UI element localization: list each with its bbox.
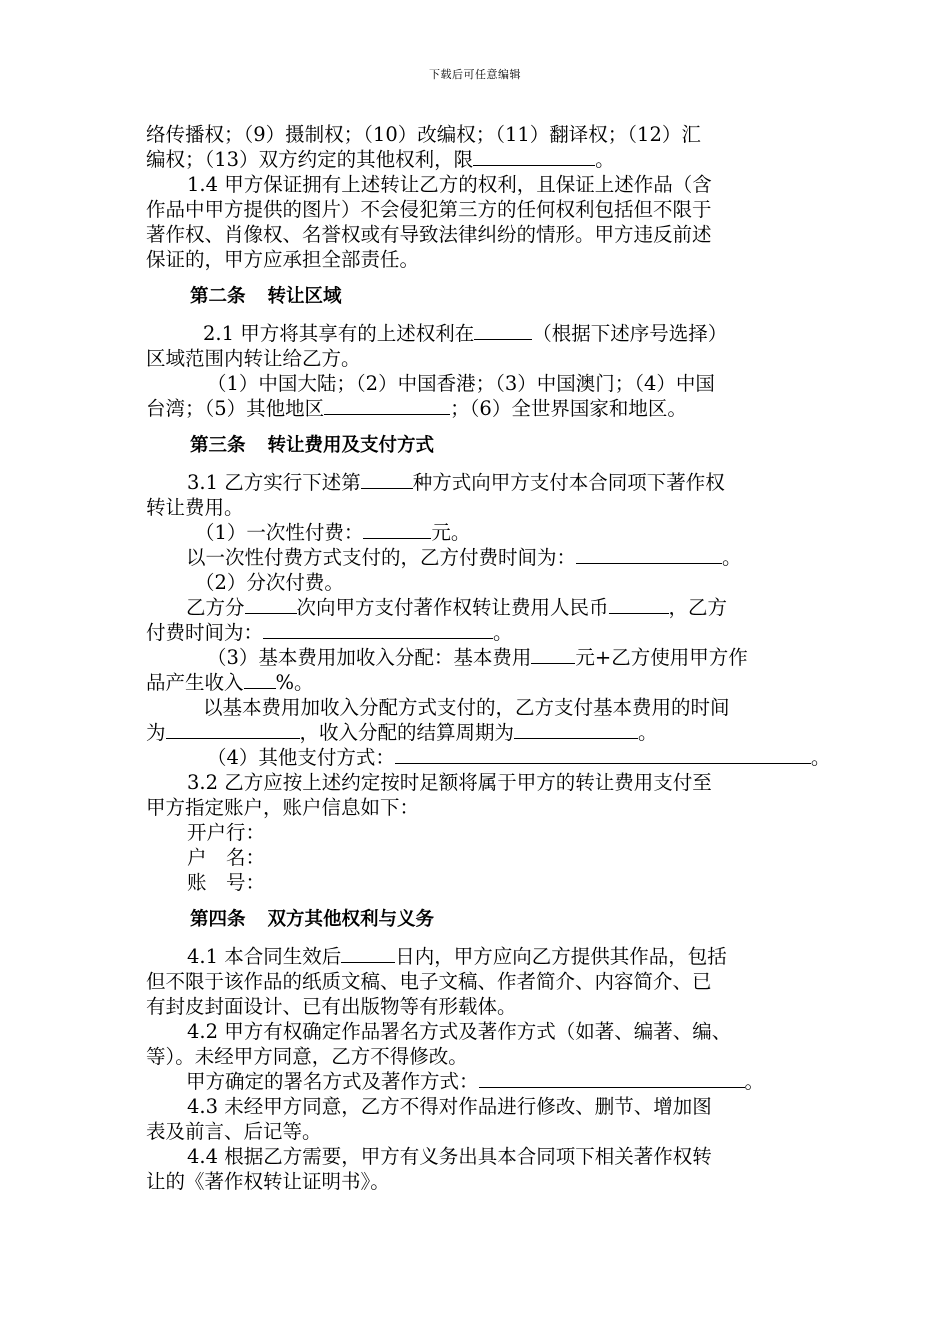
paragraph-line: 付费时间为： 。	[146, 621, 513, 644]
region-options: （1）中国大陆；（2）中国香港；（3）中国澳门；（4）中国	[207, 372, 715, 395]
clause-4-4: 4.4 根据乙方需要，甲方有义务出具本合同项下相关著作权转	[187, 1145, 712, 1168]
paragraph-line: 络传播权；（9）摄制权；（10）改编权；（11）翻译权；（12）汇	[146, 123, 701, 146]
clause-4-2: 4.2 甲方有权确定作品署名方式及著作方式（如著、编著、编、	[187, 1020, 732, 1043]
paragraph-line: 保证的，甲方应承担全部责任。	[146, 248, 420, 271]
paragraph-line: 乙方分 次向甲方支付著作权转让费用人民币 ，乙方	[186, 596, 728, 619]
clause-3-1: 3.1 乙方实行下述第 种方式向甲方支付本合同项下著作权	[187, 471, 725, 494]
clause-2-1: 2.1 甲方将其享有的上述权利在 （根据下述序号选择）	[203, 322, 728, 345]
paragraph-line: 以基本费用加收入分配方式支付的，乙方支付基本费用的时间	[203, 696, 730, 719]
fill-blank[interactable]	[341, 944, 395, 963]
payment-option-3: （3）基本费用加收入分配：基本费用 元+乙方使用甲方作	[207, 646, 748, 669]
paragraph-line: 编权；（13）双方约定的其他权利，限 。	[146, 148, 615, 171]
payment-option-1: （1）一次性付费： 元。	[195, 521, 471, 544]
fill-blank[interactable]	[609, 595, 669, 614]
fill-blank[interactable]	[244, 670, 276, 689]
paragraph-line: 为 ，收入分配的结算周期为 。	[146, 721, 658, 744]
paragraph-line: 甲方确定的署名方式及著作方式： 。	[186, 1070, 765, 1093]
paragraph-line: 但不限于该作品的纸质文稿、电子文稿、作者简介、内容简介、已	[146, 970, 712, 993]
article-2-heading: 第二条 转让区域	[190, 286, 342, 307]
paragraph-line: 有封皮封面设计、已有出版物等有形载体。	[146, 995, 517, 1018]
article-3-heading: 第三条 转让费用及支付方式	[190, 435, 435, 456]
article-4-heading: 第四条 双方其他权利与义务	[190, 909, 435, 930]
paragraph-line: 让的《著作权转让证明书》。	[146, 1170, 390, 1193]
fill-blank[interactable]	[479, 1069, 745, 1088]
account-number-field: 账 号：	[187, 871, 266, 894]
fill-blank[interactable]	[361, 470, 413, 489]
paragraph-line: 表及前言、后记等。	[146, 1120, 322, 1143]
clause-4-1: 4.1 本合同生效后 日内，甲方应向乙方提供其作品，包括	[187, 945, 727, 968]
paragraph-line: 台湾；（5）其他地区 ；（6）全世界国家和地区。	[146, 397, 687, 420]
payment-option-2: （2）分次付费。	[195, 571, 344, 594]
paragraph-line: 著作权、肖像权、名誉权或有导致法律纠纷的情形。甲方违反前述	[146, 223, 712, 246]
clause-4-3: 4.3 未经甲方同意，乙方不得对作品进行修改、删节、增加图	[187, 1095, 712, 1118]
fill-blank[interactable]	[263, 620, 493, 639]
clause-3-2: 3.2 乙方应按上述约定按时足额将属于甲方的转让费用支付至	[187, 771, 712, 794]
paragraph-line: 甲方指定账户，账户信息如下：	[146, 796, 420, 819]
paragraph-line: 品产生收入 %。	[146, 671, 314, 694]
clause-1-4: 1.4 甲方保证拥有上述转让乙方的权利，且保证上述作品（含	[187, 173, 712, 196]
fill-blank[interactable]	[166, 720, 300, 739]
fill-blank[interactable]	[324, 396, 450, 415]
fill-blank[interactable]	[363, 520, 431, 539]
contract-body	[146, 122, 831, 1194]
fill-blank[interactable]	[474, 321, 532, 340]
payment-option-4: （4）其他支付方式： 。	[207, 746, 831, 769]
paragraph-line: 以一次性付费方式支付的，乙方付费时间为： 。	[186, 546, 742, 569]
fill-blank[interactable]	[576, 545, 722, 564]
bank-field: 开户行：	[187, 821, 266, 844]
paragraph-line: 作品中甲方提供的图片）不会侵犯第三方的任何权利包括但不限于	[146, 198, 712, 221]
fill-blank[interactable]	[395, 745, 811, 764]
fill-blank[interactable]	[245, 595, 297, 614]
page-header: 下载后可任意编辑	[429, 68, 521, 81]
paragraph-line: 等）。未经甲方同意，乙方不得修改。	[146, 1045, 468, 1068]
fill-blank[interactable]	[473, 147, 595, 166]
account-name-field: 户 名：	[187, 846, 266, 869]
fill-blank[interactable]	[514, 720, 638, 739]
paragraph-line: 转让费用。	[146, 496, 244, 519]
paragraph-line: 区域范围内转让给乙方。	[146, 347, 361, 370]
fill-blank[interactable]	[531, 645, 575, 664]
